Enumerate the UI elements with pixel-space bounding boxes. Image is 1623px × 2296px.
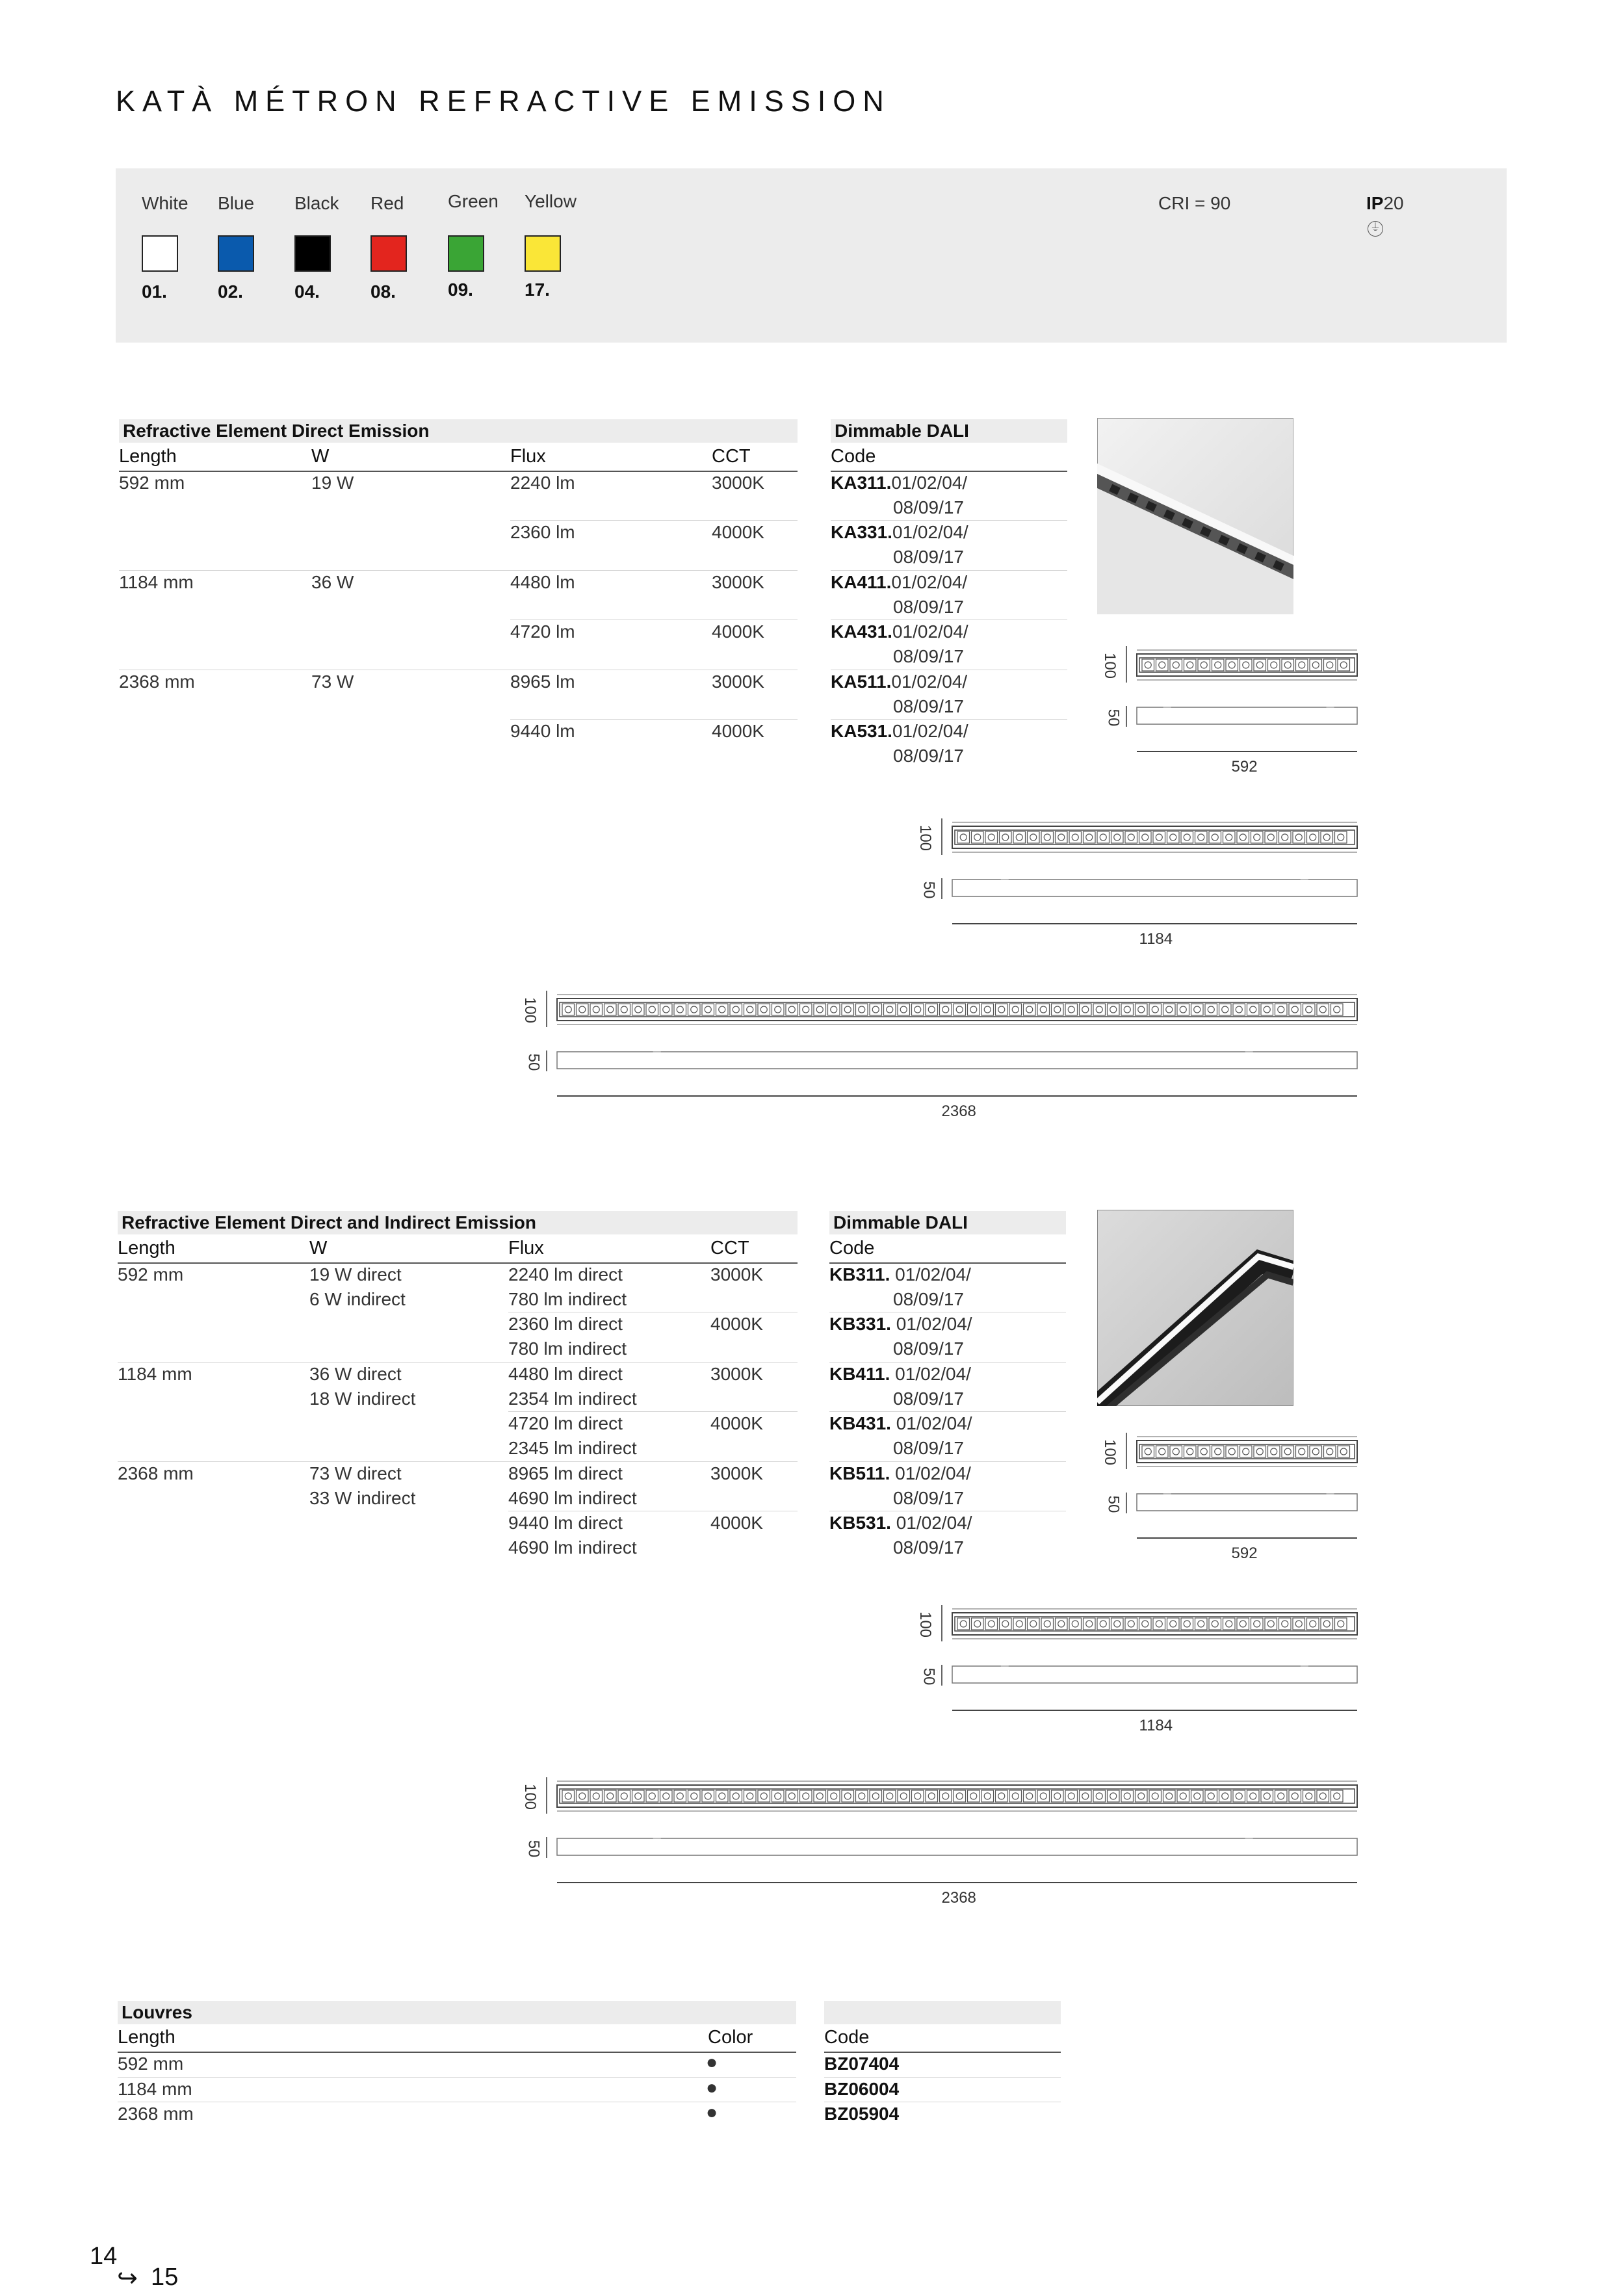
cell-code: KA311.01/02/04/ (831, 473, 968, 493)
height-label: 100 (521, 1783, 539, 1810)
cell-flux-indirect: 780 lm indirect (508, 1289, 627, 1309)
fixture-drawing-592 (1098, 1430, 1360, 1560)
fixture-drawing-1184 (913, 816, 1360, 946)
height-label: 100 (1101, 652, 1119, 679)
cell-flux-indirect: 4690 lm indirect (508, 1487, 637, 1508)
cell-cct: 4000K (710, 1314, 763, 1335)
color-dot: ● (706, 2052, 718, 2073)
fixture-drawing-2368 (518, 988, 1360, 1118)
fixture-top-view (952, 880, 1357, 896)
header-flux: Flux (508, 1238, 544, 1259)
cell-w-indirect: 6 W indirect (309, 1289, 406, 1309)
color-label-0: White (142, 193, 188, 213)
fixture-drawing-592 (1098, 644, 1360, 774)
length-label: 2368 (941, 1889, 976, 1907)
depth-label: 50 (525, 1053, 543, 1071)
length-label: 1184 (1139, 1717, 1173, 1734)
fixture-front-view (952, 822, 1357, 852)
ground-icon: ⏚ (1368, 221, 1383, 237)
cell-cct: 4000K (712, 621, 764, 642)
header-code: Code (831, 446, 876, 467)
ip-rating: IP20 (1366, 193, 1404, 213)
cell-code-continued: 08/09/17 (893, 696, 964, 716)
cell-w: 73 W (311, 671, 354, 692)
color-code-5: 17. (525, 280, 550, 300)
cell-flux: 8965 lm (510, 671, 575, 692)
cell-code: BZ07404 (824, 2054, 900, 2074)
color-label-5: Yellow (525, 191, 577, 211)
color-swatch-5[interactable] (525, 235, 561, 272)
cell-code: KB411. 01/02/04/ (829, 1363, 971, 1384)
height-label: 100 (916, 1611, 935, 1638)
cell-code: KA431.01/02/04/ (831, 621, 968, 642)
fixture-drawing-2368 (518, 1775, 1360, 1905)
fixture-top-view (1137, 707, 1357, 724)
louvres-title: Louvres (118, 2001, 796, 2024)
header-length: Length (119, 446, 177, 467)
cell-flux-indirect: 4690 lm indirect (508, 1537, 637, 1558)
fixture-front-view (1137, 650, 1357, 680)
cell-w-direct: 73 W direct (309, 1463, 402, 1483)
color-swatch-0[interactable] (142, 235, 178, 272)
page-number-left: 14 (90, 2243, 118, 2270)
cell-code-continued: 08/09/17 (893, 1289, 964, 1309)
cell-w-indirect: 18 W indirect (309, 1388, 416, 1409)
cell-code: KB511. 01/02/04/ (829, 1463, 971, 1483)
cell-cct: 3000K (712, 671, 764, 692)
cell-code: KA411.01/02/04/ (831, 571, 968, 592)
page-number-right: 15 (151, 2263, 179, 2291)
header-length: Length (118, 2027, 175, 2048)
cell-code: KB531. 01/02/04/ (829, 1513, 972, 1533)
cell-cct: 4000K (710, 1413, 763, 1434)
header-rule (119, 471, 798, 472)
fixture-top-view (1137, 1494, 1357, 1511)
fixture-front-view (557, 1781, 1357, 1811)
indirect-code-title: Dimmable DALI (829, 1211, 1066, 1234)
color-label-1: Blue (218, 193, 255, 213)
row-divider (118, 2077, 796, 2078)
cell-flux-direct: 2240 lm direct (508, 1264, 623, 1285)
color-code-0: 01. (142, 281, 167, 302)
cell-cct: 3000K (712, 473, 764, 493)
cell-flux-direct: 8965 lm direct (508, 1463, 623, 1483)
direct-table-title: Refractive Element Direct Emission (119, 419, 798, 443)
depth-label: 50 (1104, 709, 1123, 727)
header-cct: CCT (710, 1238, 749, 1259)
cell-w-indirect: 33 W indirect (309, 1487, 416, 1508)
cell-code-continued: 08/09/17 (893, 1487, 964, 1508)
cell-code-continued: 08/09/17 (893, 1388, 964, 1409)
cell-code-continued: 08/09/17 (893, 1338, 964, 1359)
header-w: W (309, 1238, 328, 1259)
cell-cct: 3000K (710, 1363, 763, 1384)
color-label-3: Red (370, 193, 404, 213)
length-label: 1184 (1139, 930, 1173, 948)
cri-value: CRI = 90 (1158, 193, 1231, 213)
fixture-top-view (557, 1838, 1357, 1855)
length-label: 592 (1231, 1545, 1258, 1562)
depth-label: 50 (920, 1667, 938, 1686)
cell-code: BZ06004 (824, 2078, 900, 2099)
depth-label: 50 (525, 1840, 543, 1858)
cell-code: KB431. 01/02/04/ (829, 1413, 972, 1434)
depth-label: 50 (920, 881, 938, 899)
cell-code-continued: 08/09/17 (893, 646, 964, 667)
cell-length: 592 mm (119, 473, 185, 493)
header-rule (118, 2052, 796, 2053)
cell-code-continued: 08/09/17 (893, 596, 964, 617)
color-code-3: 08. (370, 281, 396, 302)
cell-length: 1184 mm (118, 1363, 192, 1384)
height-label: 100 (1101, 1439, 1119, 1466)
cell-flux: 4480 lm (510, 571, 575, 592)
cell-code: KA331.01/02/04/ (831, 522, 968, 543)
color-code-2: 04. (294, 281, 320, 302)
cell-flux-indirect: 2354 lm indirect (508, 1388, 637, 1409)
header-w: W (311, 446, 330, 467)
cell-code: BZ05904 (824, 2104, 900, 2124)
row-divider (118, 1461, 798, 1462)
color-swatch-4[interactable] (448, 235, 484, 272)
cell-w-direct: 36 W direct (309, 1363, 402, 1384)
cell-w: 36 W (311, 571, 354, 592)
cell-length: 2368 mm (118, 2104, 194, 2124)
cell-flux-direct: 2360 lm direct (508, 1314, 623, 1335)
cell-flux-indirect: 2345 lm indirect (508, 1438, 637, 1459)
cell-flux-direct: 9440 lm direct (508, 1513, 623, 1533)
fixture-front-view (557, 995, 1357, 1024)
cell-flux: 2360 lm (510, 522, 575, 543)
cell-w: 19 W (311, 473, 354, 493)
fixture-front-view (1137, 1437, 1357, 1467)
length-label: 592 (1231, 758, 1258, 776)
cell-length: 2368 mm (119, 671, 195, 692)
louvres-code-title-bar (824, 2001, 1061, 2024)
fixture-top-view (952, 1666, 1357, 1683)
page-title: KATÀ MÉTRON REFRACTIVE EMISSION (116, 85, 891, 118)
header-cct: CCT (712, 446, 751, 467)
color-swatch-3[interactable] (370, 235, 407, 272)
header-length: Length (118, 1238, 175, 1259)
row-divider (118, 1362, 798, 1363)
color-code-4: 09. (448, 280, 473, 300)
height-label: 100 (521, 997, 539, 1024)
cell-code-continued: 08/09/17 (893, 497, 964, 517)
cell-length: 2368 mm (118, 1463, 194, 1483)
cell-w-direct: 19 W direct (309, 1264, 402, 1285)
color-label-4: Green (448, 191, 499, 211)
cell-flux-indirect: 780 lm indirect (508, 1338, 627, 1359)
cell-cct: 4000K (712, 721, 764, 741)
cell-flux-direct: 4720 lm direct (508, 1413, 623, 1434)
fixture-top-view (557, 1052, 1357, 1069)
cell-cct: 4000K (712, 522, 764, 543)
cell-code: KB331. 01/02/04/ (829, 1314, 972, 1335)
header-rule (118, 1262, 798, 1264)
direct-code-title: Dimmable DALI (831, 419, 1067, 443)
length-label: 2368 (941, 1102, 976, 1120)
cell-flux: 9440 lm (510, 721, 575, 741)
cell-code-continued: 08/09/17 (893, 1537, 964, 1558)
page-link-arrow[interactable]: ↪ (117, 2265, 138, 2292)
cell-code-continued: 08/09/17 (893, 746, 964, 766)
header-code: Code (829, 1238, 875, 1259)
fixture-drawing-1184 (913, 1602, 1360, 1732)
cell-code-continued: 08/09/17 (893, 1438, 964, 1459)
color-swatch-1[interactable] (218, 235, 254, 272)
color-dot: ● (706, 2076, 718, 2098)
cell-flux: 4720 lm (510, 621, 575, 642)
depth-label: 50 (1104, 1495, 1123, 1513)
cell-flux-direct: 4480 lm direct (508, 1363, 623, 1384)
cell-code: KA531.01/02/04/ (831, 721, 968, 741)
cell-length: 592 mm (118, 1264, 184, 1285)
color-swatch-2[interactable] (294, 235, 331, 272)
product-photo-indirect (1097, 1210, 1293, 1406)
header-flux: Flux (510, 446, 546, 467)
cell-length: 1184 mm (119, 571, 194, 592)
cell-cct: 3000K (710, 1463, 763, 1483)
header-color: Color (708, 2027, 753, 2048)
product-photo-direct (1097, 418, 1293, 614)
indirect-table-title: Refractive Element Direct and Indirect Emission (118, 1211, 798, 1234)
color-code-1: 02. (218, 281, 243, 302)
cell-code: KA511.01/02/04/ (831, 671, 968, 692)
height-label: 100 (916, 824, 935, 852)
cell-cct: 4000K (710, 1513, 763, 1533)
cell-length: 1184 mm (118, 2078, 192, 2099)
cell-cct: 3000K (710, 1264, 763, 1285)
cell-cct: 3000K (712, 571, 764, 592)
color-label-2: Black (294, 193, 339, 213)
cell-flux: 2240 lm (510, 473, 575, 493)
color-dot: ● (706, 2102, 718, 2123)
cell-code-continued: 08/09/17 (893, 547, 964, 567)
fixture-front-view (952, 1609, 1357, 1639)
header-code: Code (824, 2027, 870, 2048)
cell-length: 592 mm (118, 2054, 184, 2074)
row-divider (119, 570, 798, 571)
cell-code: KB311. 01/02/04/ (829, 1264, 971, 1285)
